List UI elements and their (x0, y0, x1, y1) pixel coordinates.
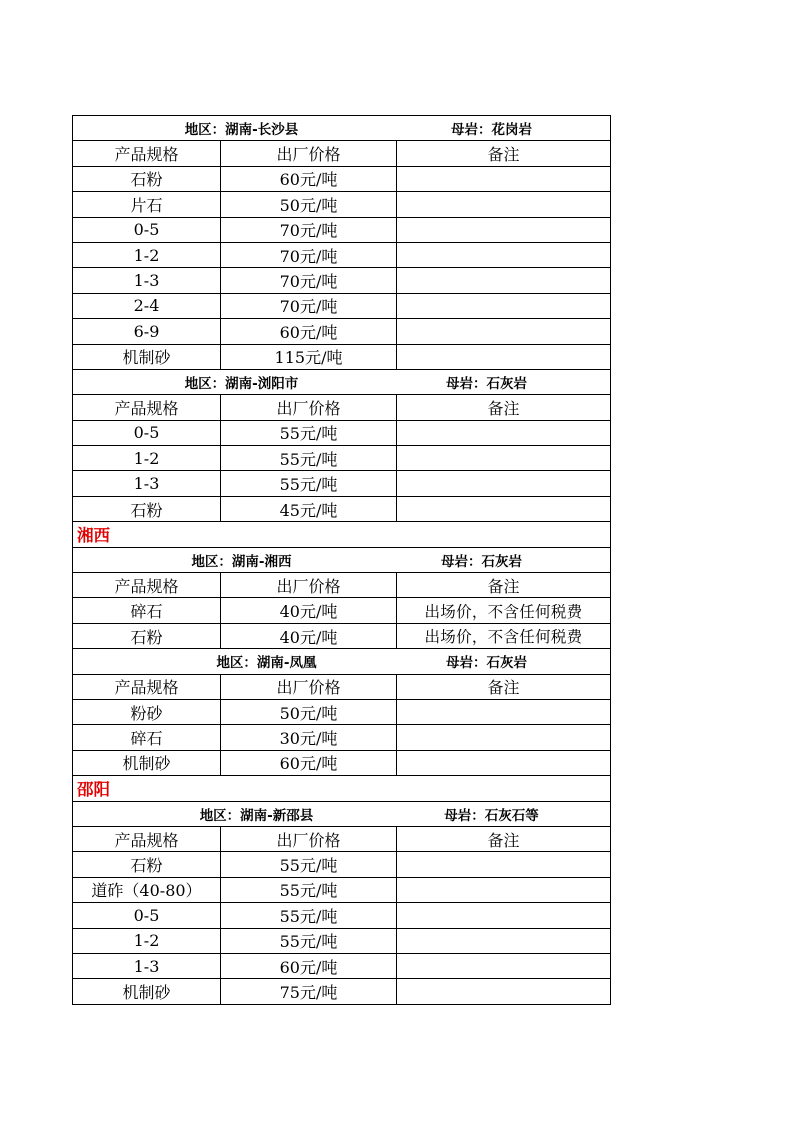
price-cell: 55元/吨 (221, 420, 397, 445)
price-cell: 55元/吨 (221, 471, 397, 496)
price-cell: 70元/吨 (221, 217, 397, 242)
region-row (73, 801, 611, 826)
note-cell (397, 446, 611, 471)
spec-cell: 1-2 (73, 242, 221, 267)
column-header-row (73, 826, 611, 851)
spec-cell: 机制砂 (73, 344, 221, 369)
note-cell (397, 852, 611, 877)
table-row (73, 420, 611, 445)
price-cell: 55元/吨 (221, 446, 397, 471)
note-cell: 出场价，不含任何税费 (397, 623, 611, 648)
spec-cell: 碎石 (73, 725, 221, 750)
table-row (73, 877, 611, 902)
table-row (73, 979, 611, 1004)
region-header-cell (73, 369, 611, 394)
header-spec: 产品规格 (73, 674, 221, 699)
table-row (73, 217, 611, 242)
header-note: 备注 (397, 573, 611, 598)
price-cell: 75元/吨 (221, 979, 397, 1004)
note-cell (397, 268, 611, 293)
header-note: 备注 (397, 826, 611, 851)
note-cell (397, 750, 611, 775)
note-cell (397, 242, 611, 267)
table-row (73, 852, 611, 877)
spec-cell: 石粉 (73, 623, 221, 648)
region-rock: 母岩：石灰岩 (446, 655, 527, 672)
column-header-row (73, 141, 611, 166)
region-location: 地区：湖南-湘西 (191, 553, 292, 570)
column-header-row (73, 395, 611, 420)
column-header-row (73, 674, 611, 699)
table-row (73, 725, 611, 750)
table-row (73, 344, 611, 369)
note-cell (397, 496, 611, 521)
spec-cell: 6-9 (73, 319, 221, 344)
section-row (73, 522, 611, 547)
spec-cell: 片石 (73, 192, 221, 217)
note-cell (397, 953, 611, 978)
section-row (73, 776, 611, 801)
table-row (73, 598, 611, 623)
region-rock: 母岩：石灰岩 (441, 553, 522, 570)
note-cell (397, 877, 611, 902)
price-cell: 70元/吨 (221, 293, 397, 318)
note-cell (397, 166, 611, 191)
region-row (73, 369, 611, 394)
column-header-row (73, 573, 611, 598)
header-price: 出厂价格 (221, 573, 397, 598)
region-rock: 母岩：花岗岩 (451, 122, 532, 139)
table-row (73, 953, 611, 978)
price-cell: 55元/吨 (221, 903, 397, 928)
region-location: 地区：湖南-长沙县 (184, 122, 299, 139)
price-sheet (72, 115, 610, 1005)
spec-cell: 1-2 (73, 928, 221, 953)
spec-cell: 机制砂 (73, 750, 221, 775)
header-price: 出厂价格 (221, 674, 397, 699)
table-row (73, 471, 611, 496)
spec-cell: 0-5 (73, 217, 221, 242)
price-cell: 55元/吨 (221, 877, 397, 902)
table-row (73, 319, 611, 344)
header-note: 备注 (397, 395, 611, 420)
price-cell: 30元/吨 (221, 725, 397, 750)
region-header-cell (73, 649, 611, 674)
note-cell (397, 319, 611, 344)
header-price: 出厂价格 (221, 395, 397, 420)
price-cell: 60元/吨 (221, 319, 397, 344)
table-row (73, 166, 611, 191)
price-table (72, 115, 611, 1005)
price-cell: 40元/吨 (221, 623, 397, 648)
note-cell (397, 344, 611, 369)
price-cell: 70元/吨 (221, 268, 397, 293)
region-location: 地区：湖南-凤凰 (216, 655, 317, 672)
price-cell: 50元/吨 (221, 192, 397, 217)
spec-cell: 石粉 (73, 852, 221, 877)
spec-cell: 碎石 (73, 598, 221, 623)
region-row (73, 649, 611, 674)
region-location: 地区：湖南-浏阳市 (184, 376, 299, 393)
table-row (73, 928, 611, 953)
header-price: 出厂价格 (221, 826, 397, 851)
price-cell: 45元/吨 (221, 496, 397, 521)
price-cell: 60元/吨 (221, 750, 397, 775)
region-rock: 母岩：石灰岩 (446, 376, 527, 393)
price-cell: 40元/吨 (221, 598, 397, 623)
spec-cell: 道砟（40-80） (73, 877, 221, 902)
table-row (73, 446, 611, 471)
note-cell (397, 725, 611, 750)
spec-cell: 1-3 (73, 471, 221, 496)
price-cell: 60元/吨 (221, 166, 397, 191)
note-cell (397, 217, 611, 242)
table-row (73, 623, 611, 648)
price-cell: 70元/吨 (221, 242, 397, 267)
region-header-cell (73, 801, 611, 826)
header-spec: 产品规格 (73, 141, 221, 166)
spec-cell: 石粉 (73, 496, 221, 521)
spec-cell: 1-2 (73, 446, 221, 471)
table-row (73, 750, 611, 775)
price-cell: 50元/吨 (221, 699, 397, 724)
table-row (73, 903, 611, 928)
note-cell (397, 420, 611, 445)
section-title-xiangxi: 湘西 (73, 522, 611, 547)
header-note: 备注 (397, 141, 611, 166)
note-cell (397, 699, 611, 724)
header-spec: 产品规格 (73, 395, 221, 420)
region-header-cell (73, 547, 611, 572)
price-cell: 55元/吨 (221, 852, 397, 877)
section-title-shaoyang: 邵阳 (73, 776, 611, 801)
region-row (73, 116, 611, 141)
note-cell: 出场价，不含任何税费 (397, 598, 611, 623)
spec-cell: 1-3 (73, 953, 221, 978)
note-cell (397, 471, 611, 496)
table-row (73, 293, 611, 318)
spec-cell: 粉砂 (73, 699, 221, 724)
header-spec: 产品规格 (73, 826, 221, 851)
region-header-cell (73, 116, 611, 141)
price-cell: 115元/吨 (221, 344, 397, 369)
header-spec: 产品规格 (73, 573, 221, 598)
table-row (73, 268, 611, 293)
table-row (73, 699, 611, 724)
spec-cell: 0-5 (73, 420, 221, 445)
spec-cell: 机制砂 (73, 979, 221, 1004)
spec-cell: 石粉 (73, 166, 221, 191)
region-row (73, 547, 611, 572)
spec-cell: 0-5 (73, 903, 221, 928)
note-cell (397, 192, 611, 217)
spec-cell: 2-4 (73, 293, 221, 318)
note-cell (397, 903, 611, 928)
header-note: 备注 (397, 674, 611, 699)
table-row (73, 192, 611, 217)
price-cell: 60元/吨 (221, 953, 397, 978)
spec-cell: 1-3 (73, 268, 221, 293)
table-row (73, 496, 611, 521)
header-price: 出厂价格 (221, 141, 397, 166)
table-row (73, 242, 611, 267)
region-location: 地区：湖南-新邵县 (199, 807, 314, 824)
note-cell (397, 928, 611, 953)
note-cell (397, 979, 611, 1004)
region-rock: 母岩：石灰石等 (444, 807, 539, 824)
price-cell: 55元/吨 (221, 928, 397, 953)
note-cell (397, 293, 611, 318)
